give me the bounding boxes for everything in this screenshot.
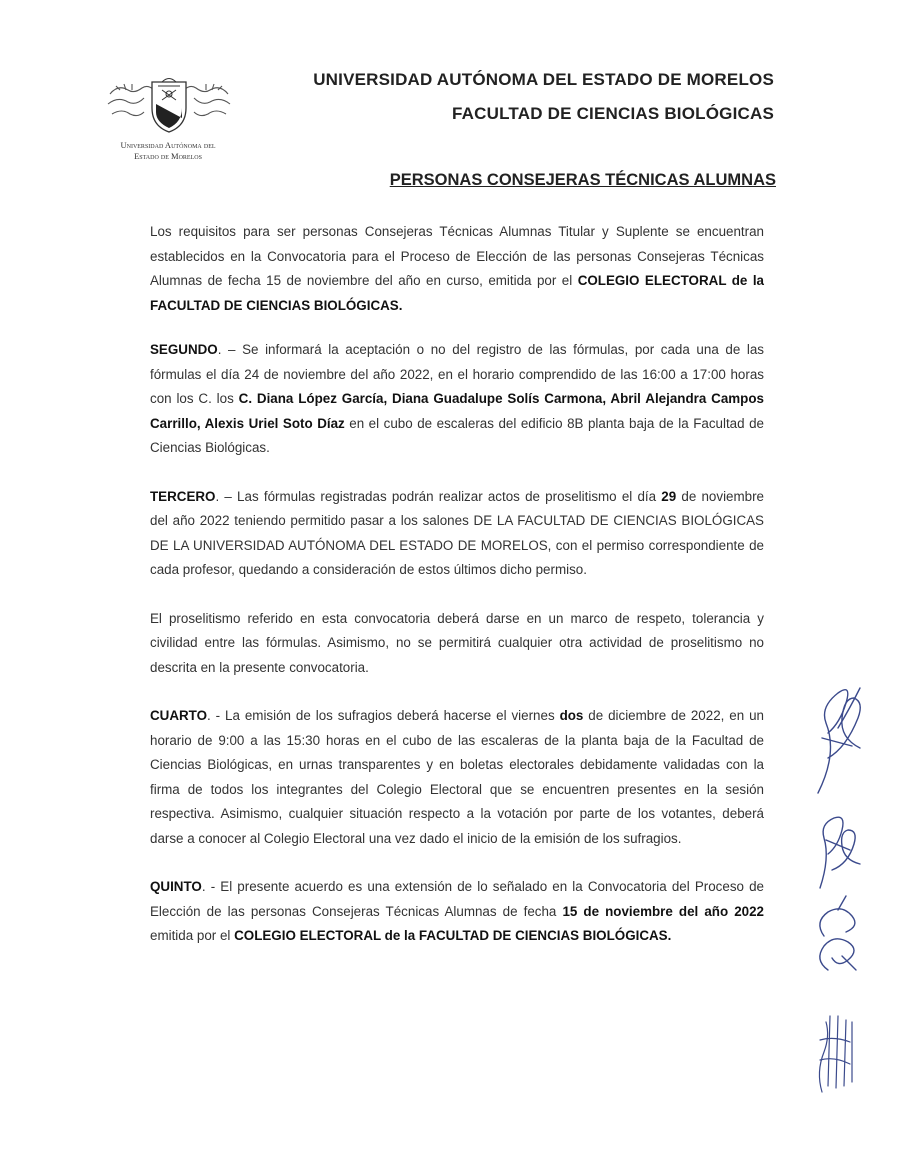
signature-4 xyxy=(808,1000,864,1096)
intro-paragraph xyxy=(150,220,764,318)
tercero-bold: 29 xyxy=(661,488,677,504)
document-body xyxy=(150,220,764,973)
segundo-paragraph xyxy=(150,338,764,461)
signature-3 xyxy=(808,890,870,980)
signature-2 xyxy=(808,800,870,892)
logo-caption-line2: Estado de Morelos xyxy=(134,151,202,161)
quinto-text1: . - El presente acuerdo es una extensión de lo señalado en la Convocatoria del Proceso de Elección de las personas Consejeras Técnicas Alumnas de fecha xyxy=(150,879,764,919)
tercero-text1: . – Las fórmulas registradas podrán realizar actos de proselitismo el día xyxy=(215,488,662,504)
intro-bold: COLEGIO ELECTORAL de la FACULTAD DE CIENCIAS BIOLÓGICAS. xyxy=(150,273,764,313)
quinto-paragraph xyxy=(150,875,764,949)
tercero-label: TERCERO xyxy=(150,488,216,504)
proselitismo-text: El proselitismo referido en esta convocatoria deberá darse en un marco de respeto, tolerancia y civilidad entre las fórmulas. Asimismo, no se permitirá cualquier otra actividad de proselitismo no descrita en la presente convocatoria. xyxy=(150,610,764,675)
tercero-text2: de noviembre del año 2022 teniendo permitido pasar a los salones DE LA FACULTAD DE CIENCIAS BIOLÓGICAS DE LA UNIVERSIDAD AUTÓNOMA DEL ESTADO DE MORELOS, con el permiso correspondiente de cada profesor, quedando a consideración de estos últimos dicho permiso. xyxy=(150,488,764,577)
tercero-paragraph xyxy=(150,485,764,583)
cuarto-paragraph xyxy=(150,704,764,851)
segundo-text1: . – Se informará la aceptación o no del registro de las fórmulas, por cada una de las fórmulas el día 24 de noviembre del año 2022, en el horario comprendido de las 16:00 a 17:00 horas con los C. los xyxy=(150,342,764,406)
proselitismo-paragraph xyxy=(150,607,764,681)
quinto-bold1: 15 de noviembre del año 2022 xyxy=(562,903,764,919)
intro-text: Los requisitos para ser personas Consejeras Técnicas Alumnas Titular y Suplente se encuentran establecidos en la Convocatoria para el Proceso de Elección de las personas Consejeras Técnicas Alumnas de fecha 15 de noviembre del año en curso, emitida por el xyxy=(150,224,764,288)
signature-1 xyxy=(808,668,870,798)
faculty-name: FACULTAD DE CIENCIAS BIOLÓGICAS xyxy=(452,104,774,123)
document-title: PERSONAS CONSEJERAS TÉCNICAS ALUMNAS xyxy=(389,171,776,189)
university-name: UNIVERSIDAD AUTÓNOMA DEL ESTADO DE MORELOS xyxy=(313,70,774,89)
cuarto-label: CUARTO xyxy=(150,708,208,723)
segundo-label: SEGUNDO xyxy=(150,342,218,357)
cuarto-text1: . - La emisión de los sufragios deberá hacerse el viernes xyxy=(207,708,560,723)
quinto-bold2: COLEGIO ELECTORAL de la FACULTAD DE CIENCIAS BIOLÓGICAS. xyxy=(234,928,672,943)
cuarto-text2: de diciembre de 2022, en un horario de 9:00 a las 15:30 horas en el cubo de las escaleras de la planta baja de la Facultad de Ciencias Biológicas, en urnas transparentes y en boletas electorales debidamente validadas con la firma de todos los integrantes del Colegio Electoral que se encuentren presentes en la sesión respectiva. Asimismo, cualquier situación respecto a la votación por parte de los votantes, deberá darse a conocer al Colegio Electoral una vez dado el inicio de la emisión de los sufragios. xyxy=(150,708,764,846)
logo-caption xyxy=(96,140,240,162)
segundo-bold: C. Diana López García, Diana Guadalupe Solís Carmona, Abril Alejandra Campos Carrillo, Alexis Uriel Soto Díaz xyxy=(150,391,764,431)
quinto-label: QUINTO xyxy=(150,879,202,894)
university-crest-logo xyxy=(104,74,234,136)
cuarto-bold: dos xyxy=(559,708,584,723)
quinto-text2: emitida por el xyxy=(150,928,235,943)
logo-caption-line1: Universidad Autónoma del xyxy=(120,140,216,150)
segundo-text2: en el cubo de escaleras del edificio 8B planta baja de la Facultad de Ciencias Biológicas. xyxy=(150,415,764,455)
